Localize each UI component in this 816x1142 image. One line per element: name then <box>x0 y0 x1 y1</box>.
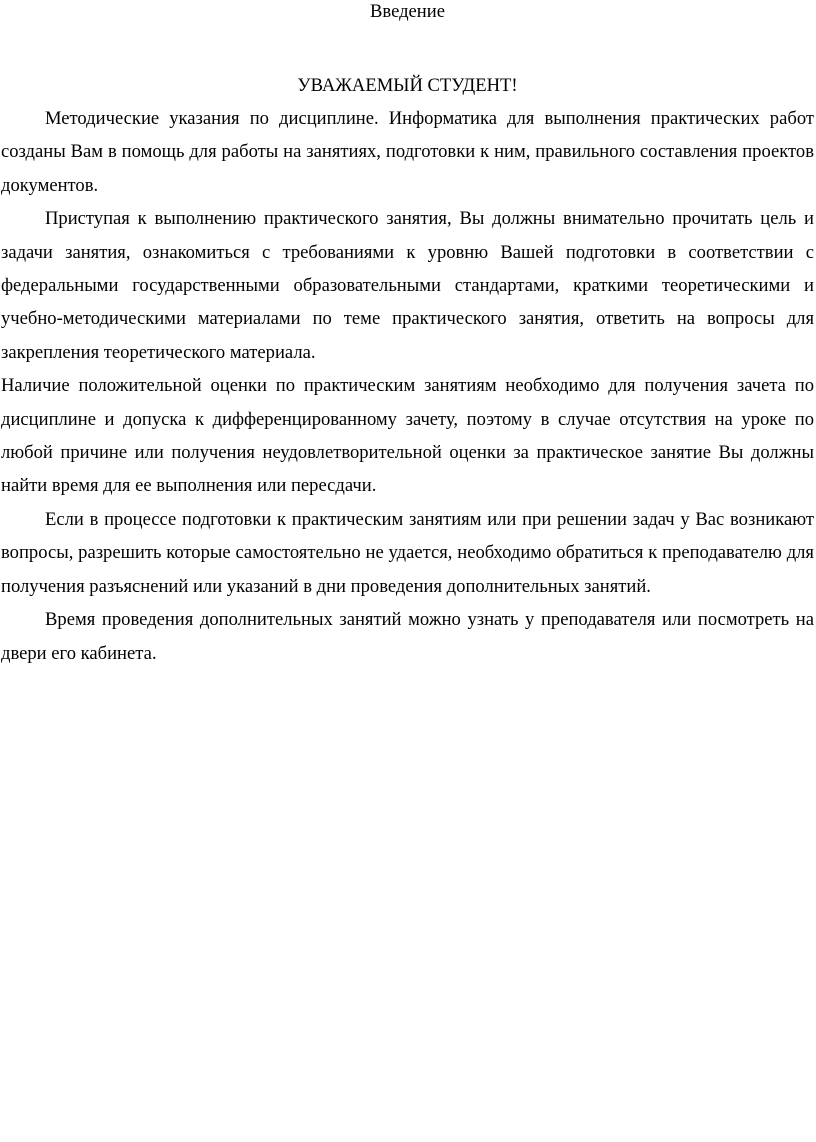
paragraph-questions: Если в процессе подготовки к практическим занятиям или при решении задач у Вас возникают вопросы, разрешить которые самостоятельно не удается, необходимо обратиться к преподавателю для получения разъяснений или указаний в дни проведения дополнительных занятий. <box>1 508 814 597</box>
paragraph-intro: Методические указания по дисциплине. Информатика для выполнения практических работ созданы Вам в помощь для работы на занятиях, подготовки к ним, правильного составления проектов документов. <box>1 108 814 196</box>
paragraph-grading: Наличие положительной оценки по практическим занятиям необходимо для получения зачета по дисциплине и допуска к дифференцированному зачету, поэтому в случае отсутствия на уроке по любой причине или получения неудовлетворительной оценки за практическое занятие Вы должны найти время для ее выполнения или пересдачи. <box>1 375 814 497</box>
paragraph-instructions: Приступая к выполнению практического занятия, Вы должны внимательно прочитать цель и задачи занятия, ознакомиться с требованиями к уровню Вашей подготовки в соответствии с федеральными государственными образовательными стандартами, краткими теоретическими и учебно-методическими материалами по теме практического занятия, ответить на вопросы для закрепления теоретического материала. <box>1 208 814 363</box>
greeting-heading: УВАЖАЕМЫЙ СТУДЕНТ! <box>297 75 518 96</box>
paragraph-schedule: Время проведения дополнительных занятий можно узнать у преподавателя или посмотреть на двери его кабинета. <box>1 609 814 664</box>
page-title: Введение <box>370 1 445 22</box>
